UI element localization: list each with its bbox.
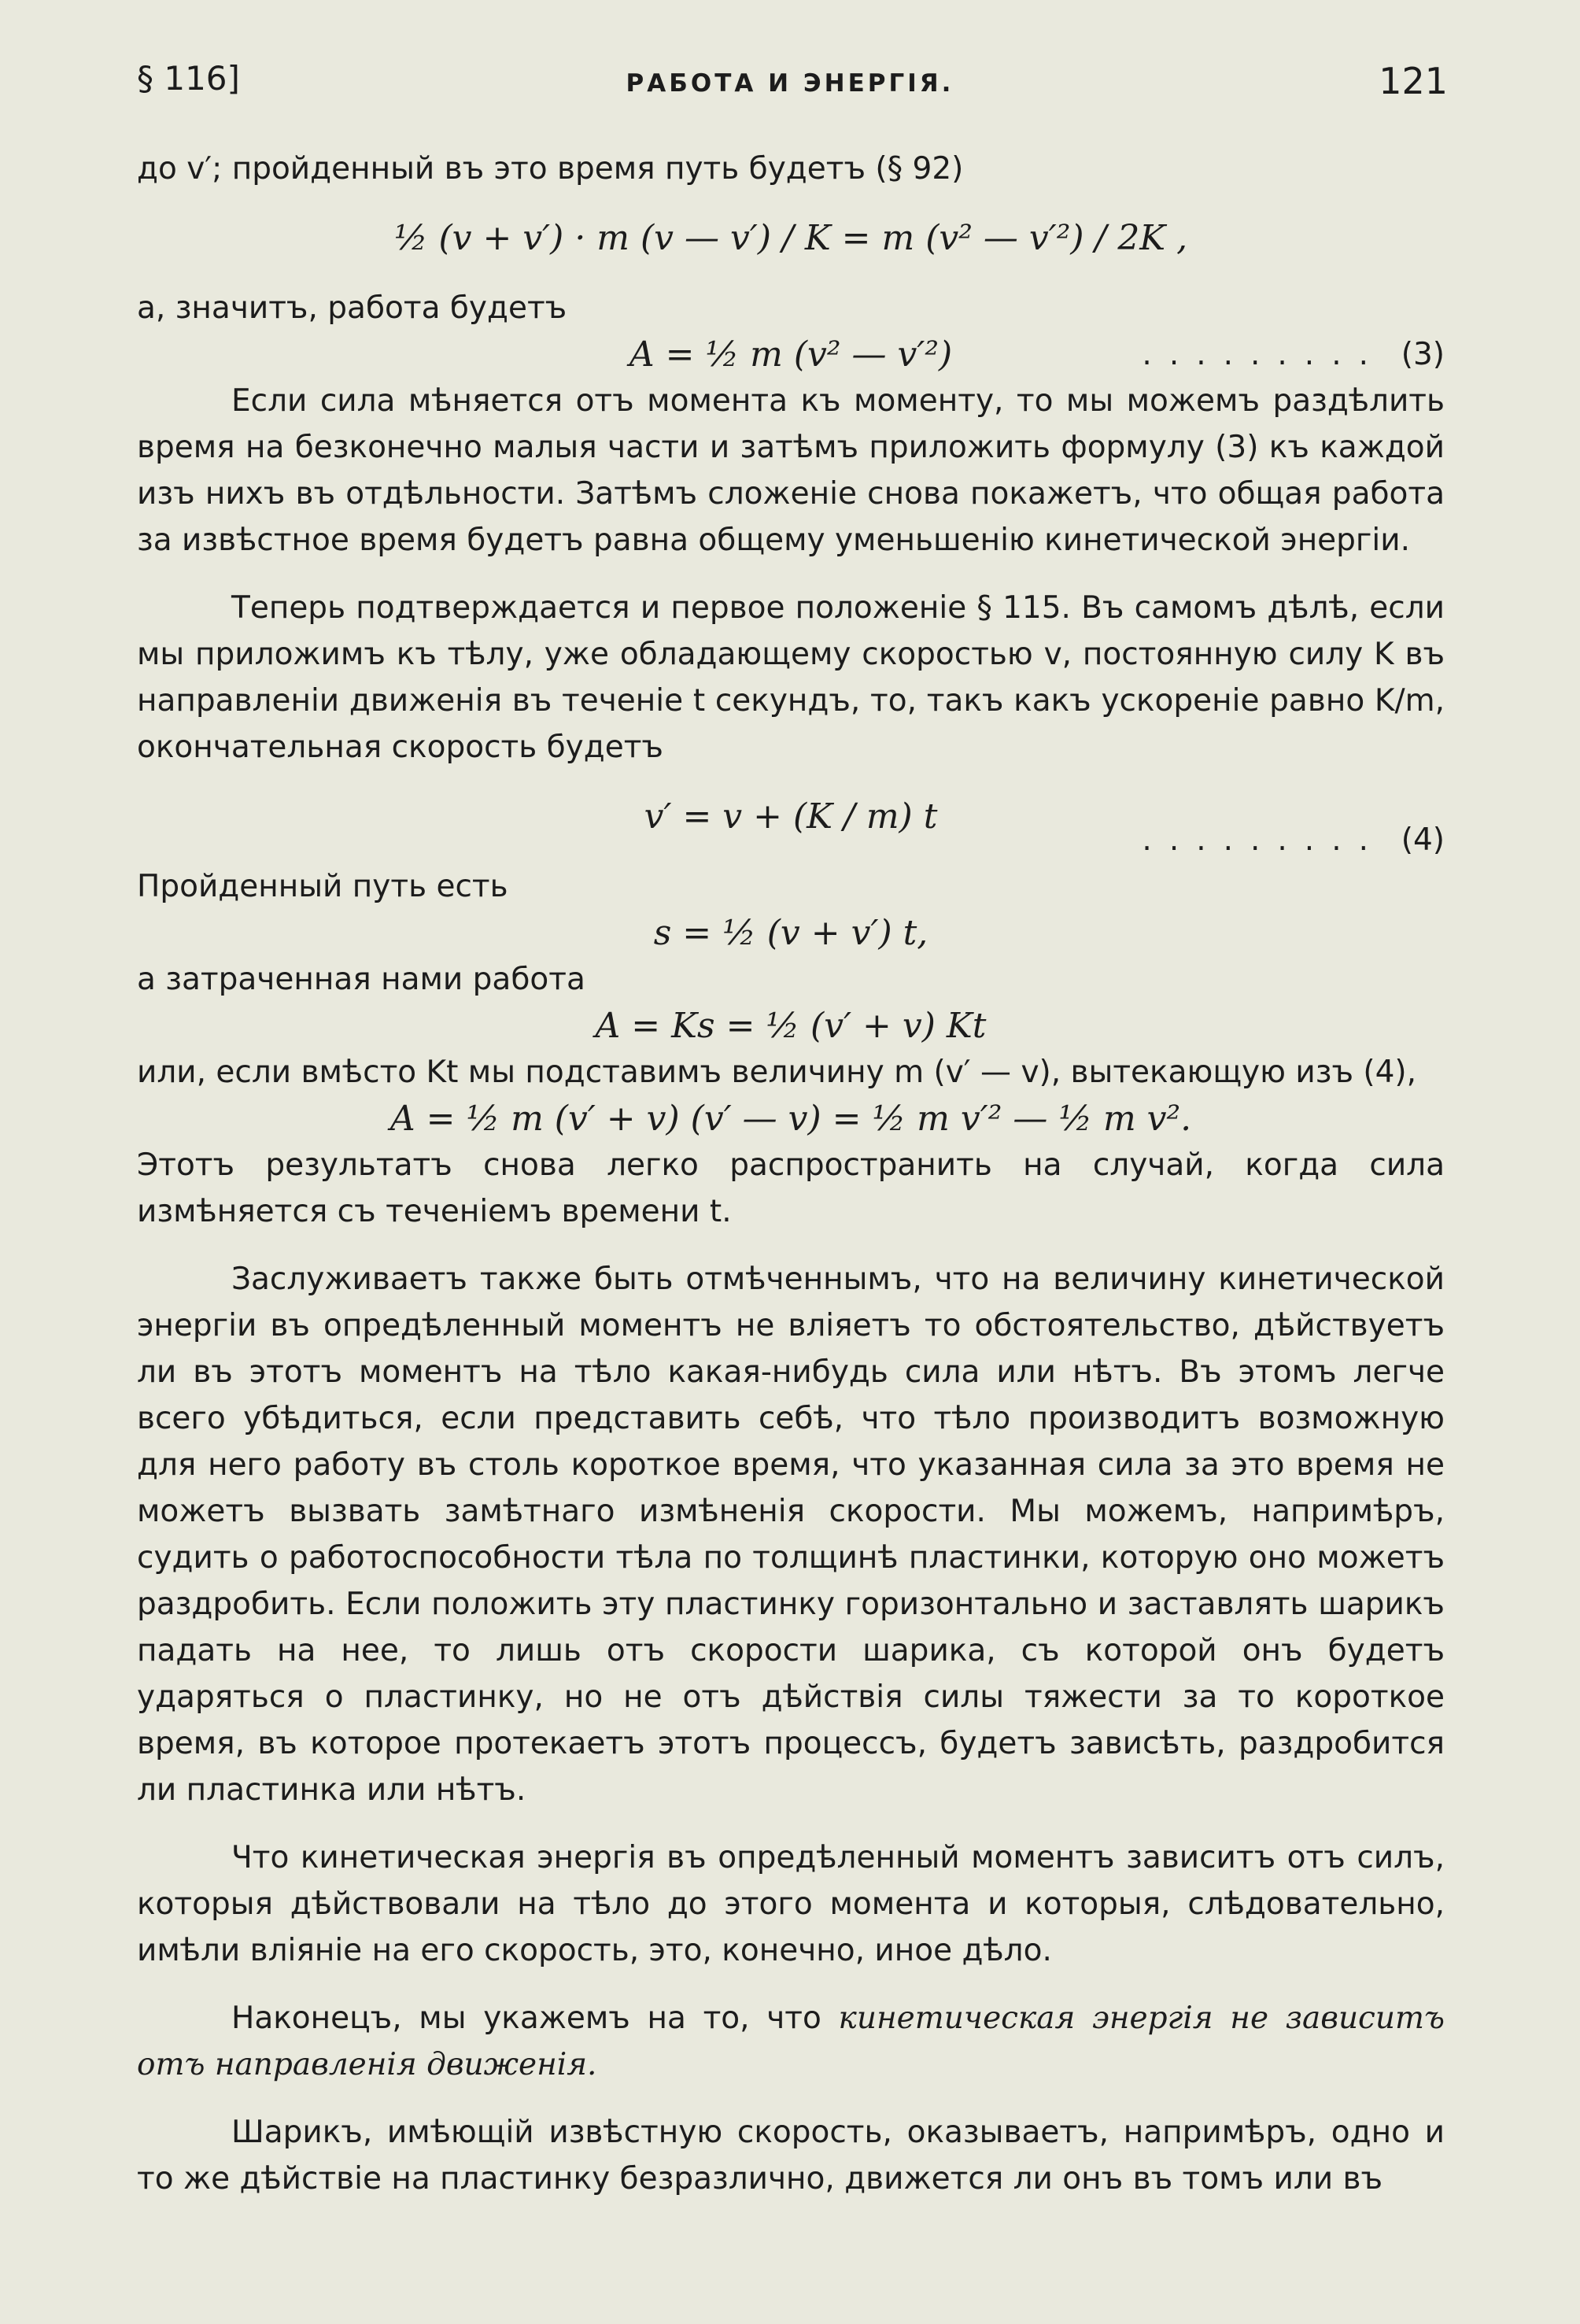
running-title: РАБОТА И ЭНЕРГІЯ.	[626, 69, 954, 98]
leader-dots: .........	[1142, 822, 1386, 858]
text-line: а, значитъ, работа будетъ	[137, 290, 567, 326]
leader-dots: .........	[1142, 337, 1386, 372]
equation-number: (3)	[1401, 337, 1445, 372]
paragraph: Что кинетическая энергія въ опредѣленный моментъ зависитъ отъ силъ, которыя дѣйствовали на тѣло до этого момента и которыя, слѣдовательно, имѣли вліяніе на его скорость, это, конечно, иное дѣло.	[137, 1840, 1445, 1968]
equation-work: A = Ks = ½ (v′ + v) Kt	[595, 1006, 987, 1046]
paragraph	[137, 1995, 1445, 2088]
equation-distance: s = ½ (v + v′) t,	[653, 913, 928, 953]
equation-3	[137, 331, 1445, 378]
text-line: а затраченная нами работа	[137, 962, 585, 997]
paragraph-text: Наконецъ, мы укажемъ на то, что	[231, 2001, 839, 2036]
section-reference: § 116]	[137, 59, 240, 98]
emphasized-text: кинетическая энергія не зависитъ отъ направленія движенія.	[137, 2001, 1445, 2082]
equation-work-expanded: A = ½ m (v′ + v) (v′ — v) = ½ m v′² — ½ m v².	[389, 1099, 1192, 1139]
text-line: Пройденный путь есть	[137, 869, 508, 904]
equation-3-body: A = ½ m (v² — v′²)	[629, 334, 953, 375]
equation-number: (4)	[1401, 822, 1445, 858]
text-line: до v′; пройденный въ это время путь будетъ (§ 92)	[137, 151, 964, 187]
equation-4-body: v′ = v + (K / m) t	[644, 796, 938, 837]
page-body	[137, 146, 1445, 2202]
paragraph: Теперь подтверждается и первое положеніе § 115. Въ самомъ дѣлѣ, если мы приложимъ къ тѣлу, уже обладающему скоростью v, постоянную силу K въ направленіи движенія въ теченіе t секундъ, то, такъ какъ ускореніе равно K/m, окончательная скорость будетъ	[137, 590, 1445, 765]
paragraph: Если сила мѣняется отъ момента къ моменту, то мы можемъ раздѣлить время на безконечно малыя части и затѣмъ приложить формулу (3) къ каждой изъ нихъ въ отдѣльности. Затѣмъ сложеніе снова покажетъ, что общая работа за извѣстное время будетъ равна общему уменьшенію кинетической энергіи.	[137, 383, 1445, 558]
equation-path: ½ (v + v′) · m (v — v′) / K = m (v² — v′²) / 2K ,	[393, 218, 1188, 258]
text-line: или, если вмѣсто Kt мы подставимъ величину m (v′ — v), вытекающую изъ (4),	[137, 1055, 1417, 1090]
paragraph: Шарикъ, имѣющій извѣстную скорость, оказываетъ, напримѣръ, одно и то же дѣйствіе на пластинку безразлично, движется ли онъ въ томъ или въ	[137, 2115, 1445, 2197]
paragraph: Заслуживаетъ также быть отмѣченнымъ, что на величину кинетической энергіи въ опредѣленный моментъ не вліяетъ то обстоятельство, дѣйствуетъ ли въ этотъ моментъ на тѣло какая-нибудь сила или нѣтъ. Въ этомъ легче всего убѣдиться, если представить себѣ, что тѣло производитъ возможную для него работу въ столь короткое время, что указанная сила за это время не можетъ вызвать замѣтнаго измѣненія скорости. Мы можемъ, напримѣръ, судить о работоспособности тѣла по толщинѣ пластинки, которую оно можетъ раздробить. Если положить эту пластинку горизонтально и заставлять шарикъ падать на нее, то лишь отъ скорости шарика, съ которой онъ будетъ ударяться о пластинку, но не отъ дѣйствія силы тяжести за то короткое время, въ которое протекаетъ этотъ процессъ, будетъ зависѣть, раздробится ли пластинка или нѣтъ.	[137, 1262, 1445, 1808]
paragraph: Этотъ результатъ снова легко распространить на случай, когда сила измѣняется съ теченіемъ времени t.	[137, 1147, 1445, 1229]
equation-4	[137, 770, 1445, 863]
page-number: 121	[1379, 60, 1448, 102]
